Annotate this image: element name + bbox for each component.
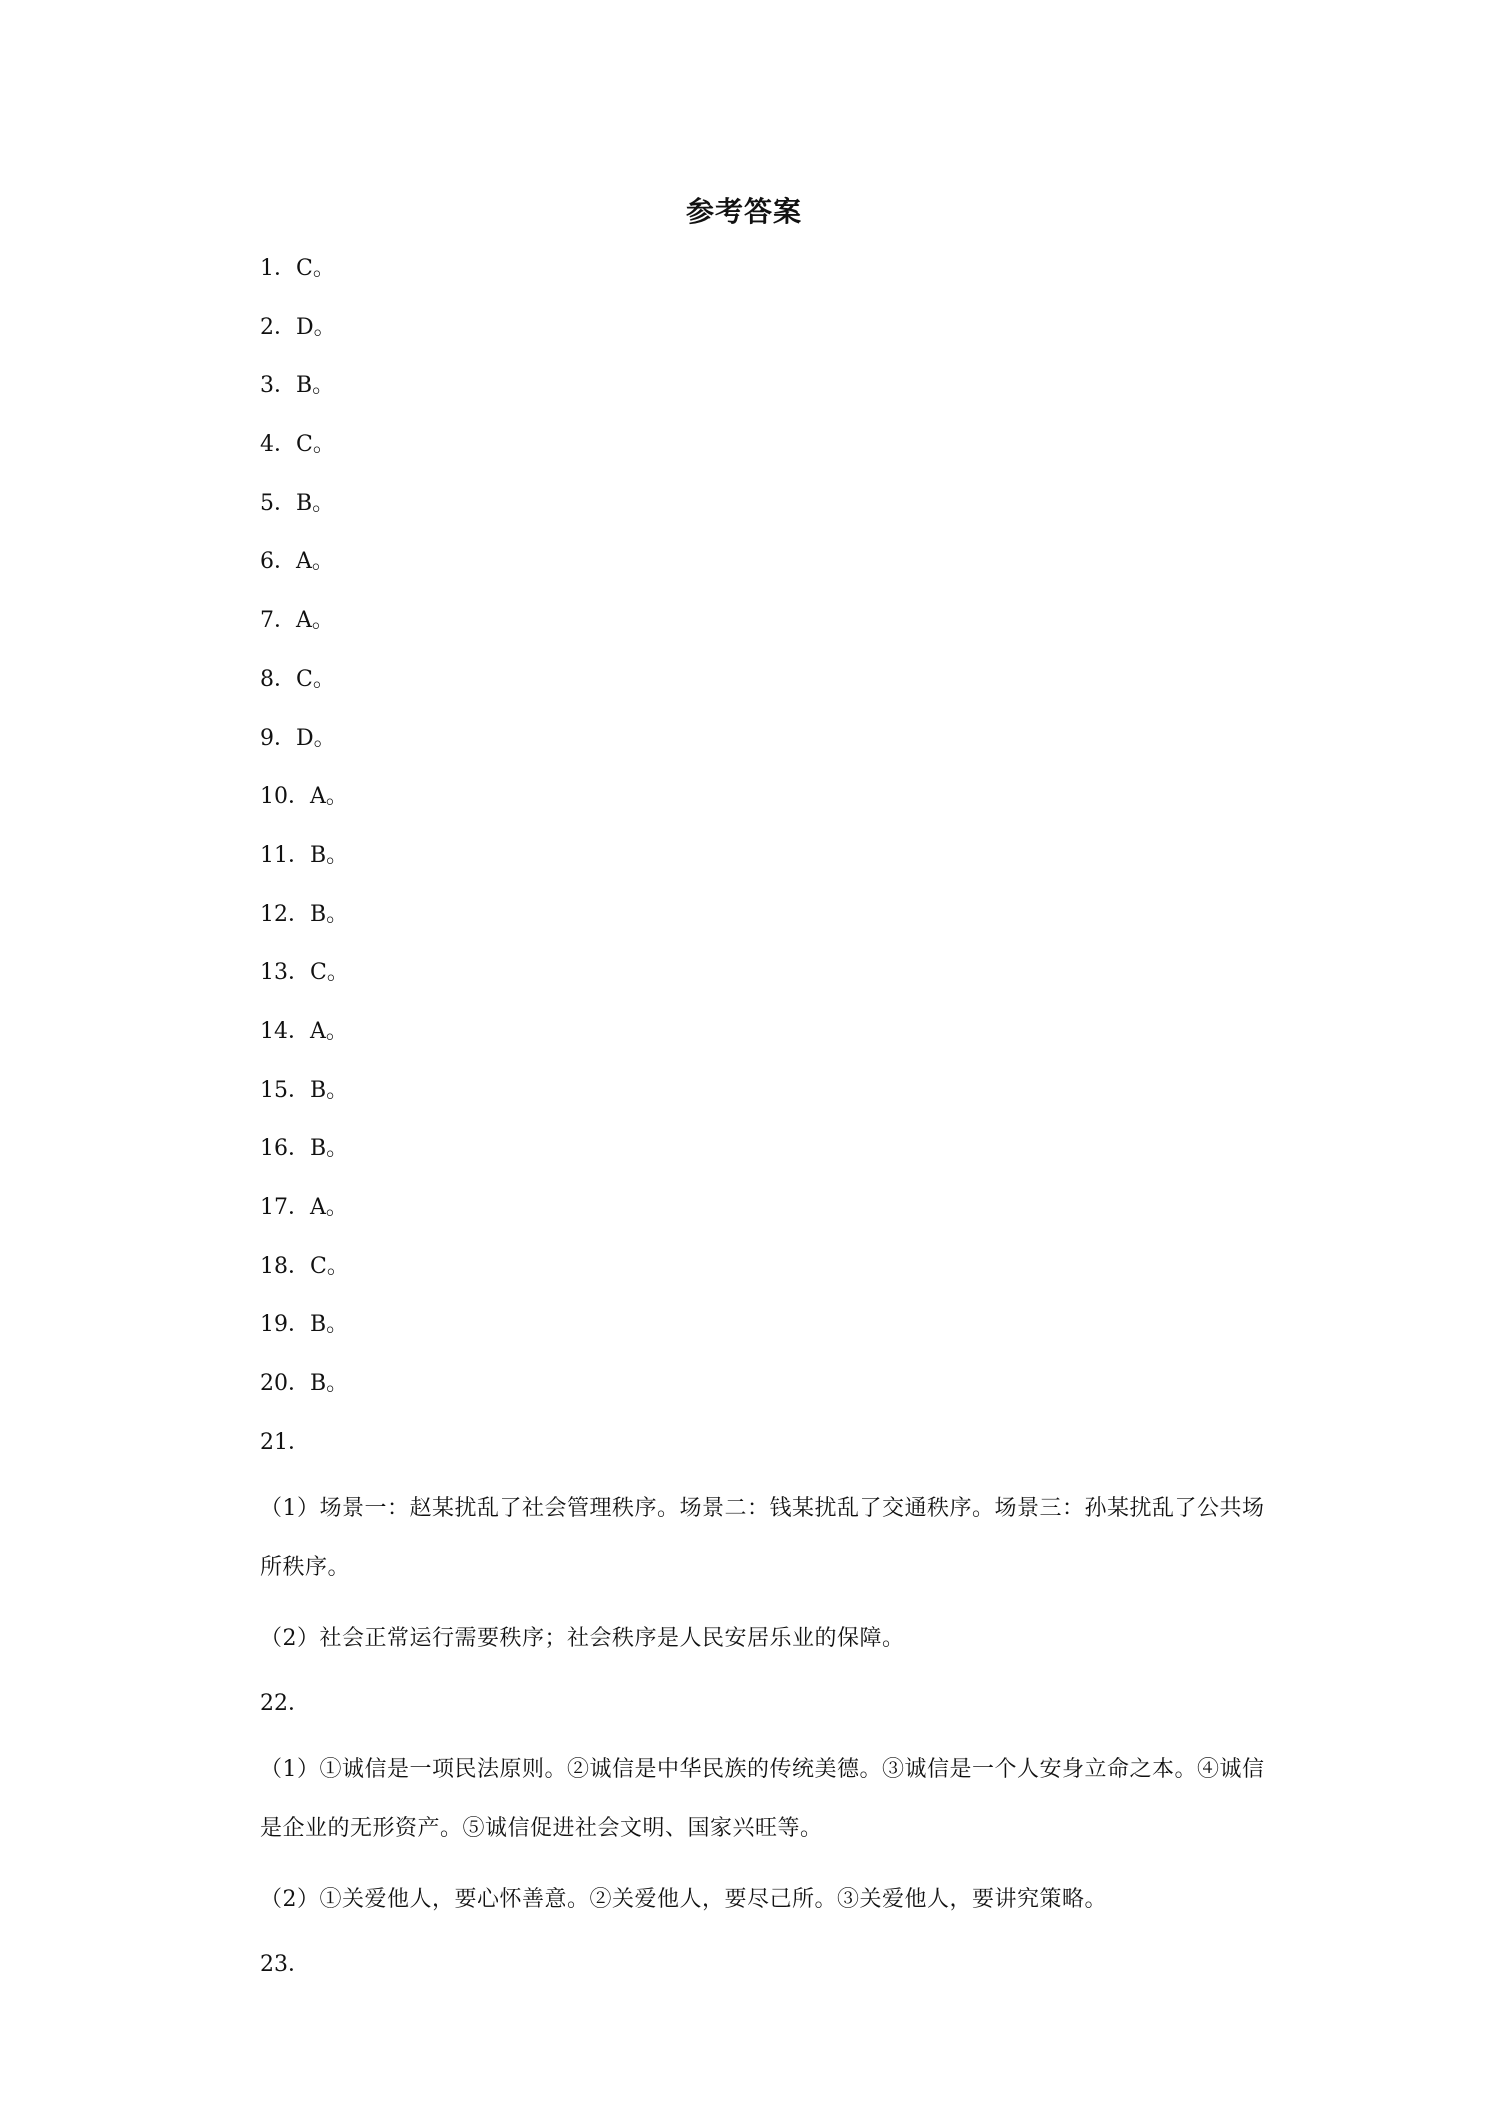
answer-letter: A。 (310, 1018, 348, 1044)
question-number: 13． (260, 960, 310, 986)
question-number: 9． (260, 725, 296, 751)
question-number: 5． (260, 490, 296, 516)
question-number: 12． (260, 901, 310, 927)
question-number: 10． (260, 784, 310, 810)
choice-answer-item (260, 539, 1260, 598)
answer-letter: B。 (310, 1136, 349, 1162)
question-number-22: 22． (260, 1691, 310, 1717)
choice-answer-item (260, 363, 1260, 422)
choice-answer-item (260, 1302, 1260, 1361)
question-number: 15． (260, 1077, 310, 1103)
answer-letter: B。 (296, 373, 335, 399)
question-number: 6． (260, 549, 296, 575)
question-number-21: 21． (260, 1430, 310, 1455)
question-number: 14． (260, 1018, 310, 1044)
answer-letter: C。 (296, 256, 335, 281)
choice-answer-item (260, 950, 1260, 1009)
question-number: 17． (260, 1195, 310, 1220)
answer-letter: A。 (296, 608, 334, 634)
choice-answer-item (260, 1185, 1260, 1244)
choice-answer-item (260, 1244, 1260, 1303)
answer-letter: B。 (310, 1312, 349, 1338)
choice-answer-item (260, 716, 1260, 775)
q21-part1: （1）场景一：赵某扰乱了社会管理秩序。场景二：钱某扰乱了交通秩序。场景三：孙某扰乱了公共场所秩序。 (260, 1495, 1265, 1580)
question-number: 11． (260, 842, 310, 868)
choice-answer-item (260, 774, 1260, 833)
answer-letter: D。 (296, 314, 336, 340)
choice-answer-item (260, 1126, 1260, 1185)
question-number: 1． (260, 256, 296, 281)
choice-answer-item (260, 1009, 1260, 1068)
answer-letter: A。 (310, 1195, 348, 1220)
question-number: 3． (260, 373, 296, 399)
choice-answer-item (260, 833, 1260, 892)
question-number: 19． (260, 1312, 310, 1338)
answer-letter: A。 (296, 549, 334, 575)
answer-letter: B。 (296, 490, 335, 516)
question-number: 2． (260, 314, 296, 340)
question-number: 8． (260, 666, 296, 692)
answer-letter: C。 (296, 432, 335, 458)
question-number: 4． (260, 432, 296, 458)
q22-part1: （1）①诚信是一项民法原则。②诚信是中华民族的传统美德。③诚信是一个人安身立命之本。④诚信是企业的无形资产。⑤诚信促进社会文明、国家兴旺等。 (260, 1756, 1265, 1841)
answer-letter: D。 (296, 725, 336, 751)
answer-letter: B。 (310, 1077, 349, 1103)
question-number: 20． (260, 1371, 310, 1397)
choice-answer-item (260, 481, 1260, 540)
answer-letter: B。 (310, 901, 349, 927)
choice-answer-item (260, 598, 1260, 657)
essay-answers (260, 1420, 1270, 2001)
choice-answer-item (260, 657, 1260, 716)
choice-answer-item (260, 1361, 1260, 1420)
answer-letter: A。 (310, 784, 348, 810)
page-title: 参考答案 (685, 195, 802, 228)
question-number: 16． (260, 1136, 310, 1162)
q21-part2: （2）社会正常运行需要秩序；社会秩序是人民安居乐业的保障。 (260, 1626, 905, 1652)
choice-answer-item (260, 246, 1260, 305)
choice-answer-item (260, 305, 1260, 364)
choice-answer-item (260, 422, 1260, 481)
answer-letter: C。 (296, 666, 335, 692)
question-number-23: 23． (260, 1952, 310, 1978)
question-number: 18． (260, 1253, 310, 1279)
choice-answer-item (260, 892, 1260, 951)
answer-letter: C。 (310, 960, 349, 986)
choice-answer-item (260, 1068, 1260, 1127)
answer-letter: B。 (310, 1371, 349, 1397)
choice-answer-list (260, 246, 1260, 1420)
answer-letter: B。 (310, 842, 349, 868)
answer-letter: C。 (310, 1253, 349, 1279)
q22-part2: （2）①关爱他人，要心怀善意。②关爱他人，要尽己所。③关爱他人，要讲究策略。 (260, 1887, 1107, 1913)
question-number: 7． (260, 608, 296, 634)
